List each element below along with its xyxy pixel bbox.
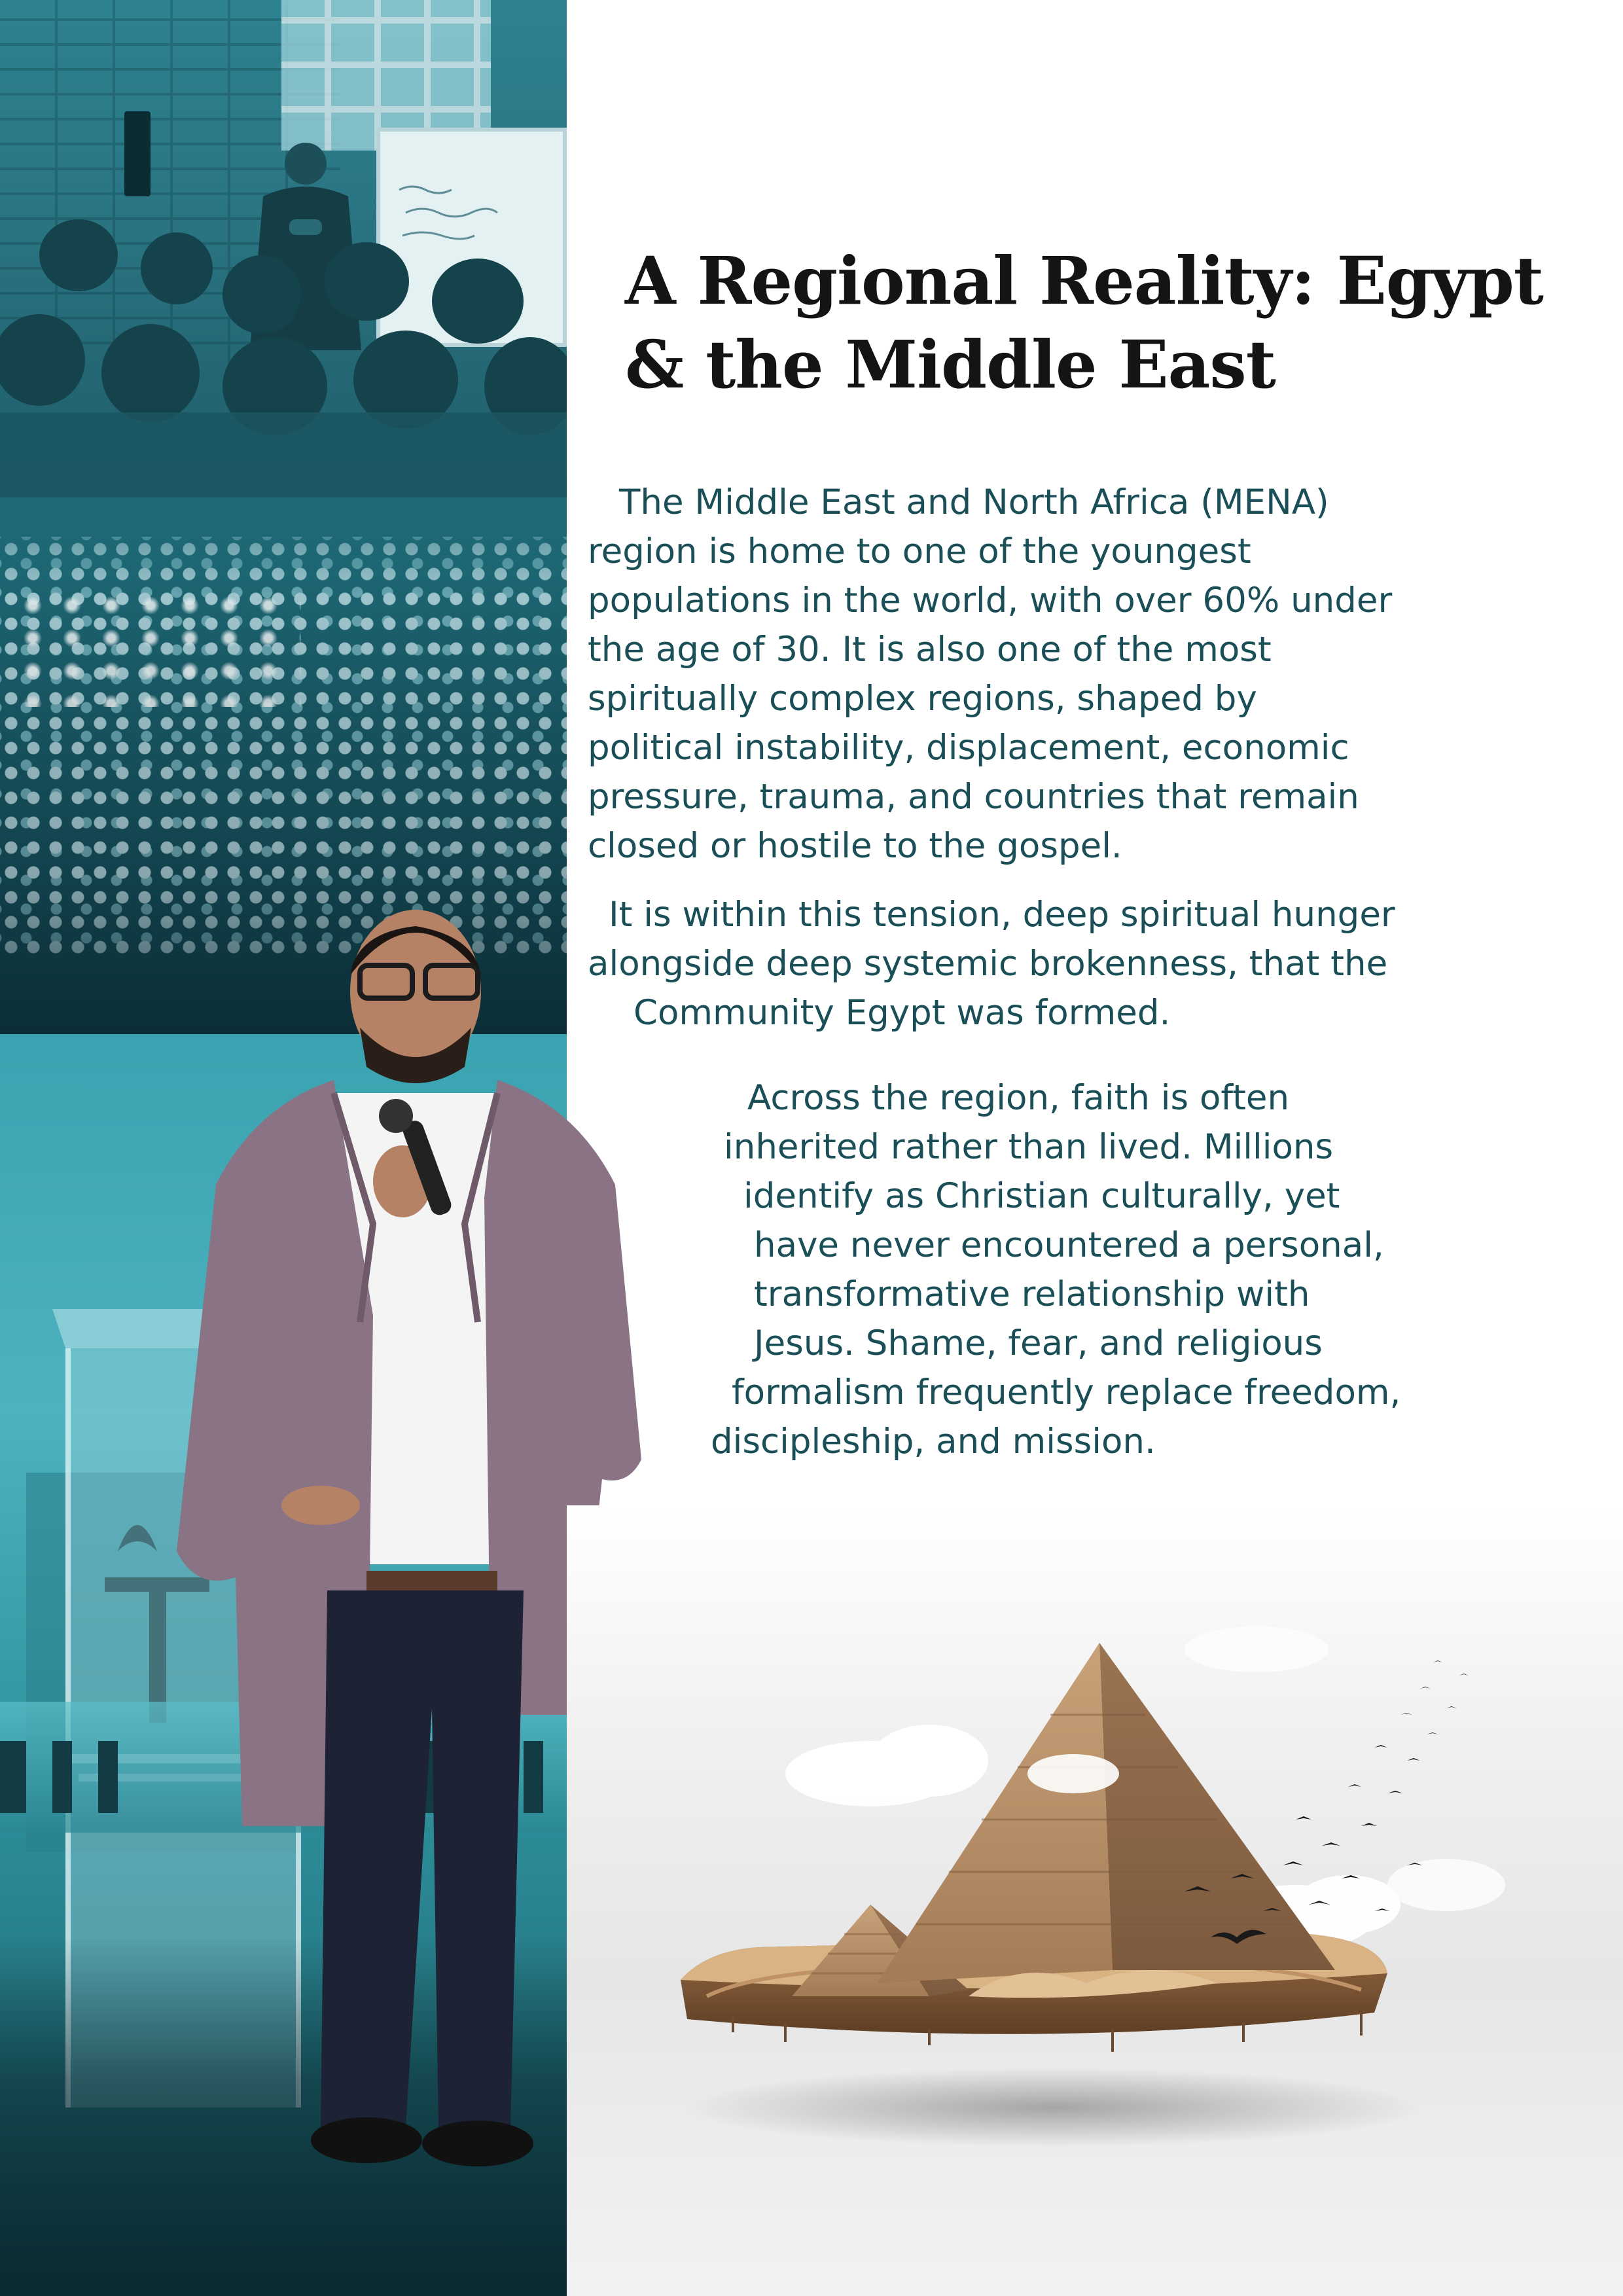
paragraph-line: closed or hostile to the gospel. [588,826,1122,866]
paragraph-line: pressure, trauma, and countries that remain [588,777,1359,817]
paragraph-line: have never encountered a personal, [754,1225,1384,1265]
paragraph-line: identify as Christian culturally, yet [743,1176,1340,1216]
paragraph-line: formalism frequently replace freedom, [732,1372,1401,1412]
paragraph-line: populations in the world, with over 60% under [588,581,1393,620]
classroom-teaching-photo [0,0,567,497]
paragraph-line: Across the region, faith is often [747,1078,1290,1118]
paragraph-line: spiritually complex regions, shaped by [588,679,1257,719]
paragraph-mena-overview [588,478,1392,870]
seated-audience [0,216,567,497]
paragraph-line: region is home to one of the youngest [588,531,1251,571]
paragraph-line: transformative relationship with [754,1274,1310,1314]
paragraph-line: alongside deep systemic brokenness, that the [588,944,1388,984]
heading-line-1: A Regional Reality: Egypt [625,242,1543,319]
paragraph-inherited-faith [713,1073,1400,1466]
paragraph-community-formed [588,890,1395,1037]
heading-line-2: & the Middle East [625,326,1275,403]
paragraph-line: discipleship, and mission. [711,1422,1156,1462]
paragraph-line: political instability, displacement, economic [588,728,1349,768]
loudspeaker [124,111,151,196]
paragraph-line: Community Egypt was formed. [633,993,1171,1033]
page-heading [625,239,1543,406]
paragraph-line: inherited rather than lived. Millions [724,1127,1334,1167]
paragraph-line: the age of 30. It is also one of the most [588,630,1272,670]
floating-pyramid-island-illustration [654,1604,1571,2160]
paragraph-line: It is within this tension, deep spiritual hunger [609,895,1395,935]
paragraph-line: The Middle East and North Africa (MENA) [619,482,1329,522]
paragraph-line: Jesus. Shame, fear, and religious [754,1323,1323,1363]
